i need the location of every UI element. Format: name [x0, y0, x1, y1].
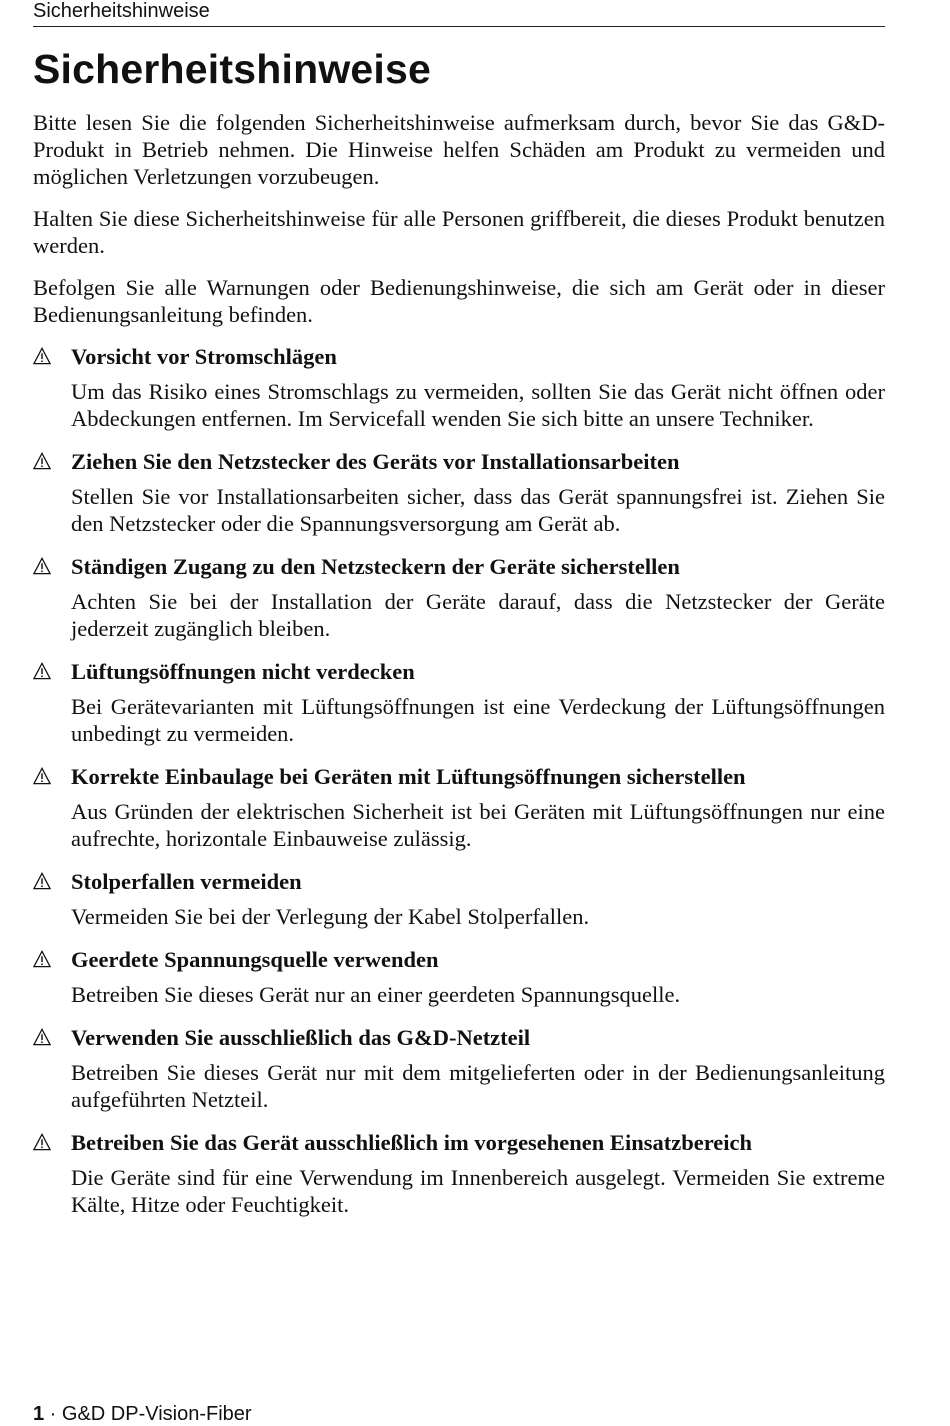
warning-title: Ziehen Sie den Netzstecker des Geräts vor Installationsarbeiten — [71, 449, 680, 474]
warning-title: Korrekte Einbaulage bei Geräten mit Lüftungsöffnungen sicherstellen — [71, 764, 746, 789]
warning-body: Um das Risiko eines Stromschlags zu vermeiden, sollten Sie das Gerät nicht öffnen oder Abdeckungen entfernen. Im Servicefall wenden Sie sich bitte an unsere Techniker. — [71, 379, 885, 431]
warning-item — [33, 448, 885, 537]
warning-item — [33, 946, 885, 1008]
warning-title: Vorsicht vor Stromschlägen — [71, 344, 337, 369]
warning-triangle-icon — [33, 662, 51, 680]
warning-triangle-icon — [33, 452, 51, 470]
running-header: Sicherheitshinweise — [33, 0, 885, 27]
warning-title: Betreiben Sie das Gerät ausschließlich im vorgesehenen Einsatzbereich — [71, 1130, 753, 1155]
warning-body: Vermeiden Sie bei der Verlegung der Kabel Stolperfallen. — [71, 904, 590, 929]
warning-triangle-icon — [33, 767, 51, 785]
intro-paragraph: Halten Sie diese Sicherheitshinweise für alle Personen griffbereit, die dieses Produkt benutzen werden. — [33, 206, 885, 258]
intro-paragraph: Bitte lesen Sie die folgenden Sicherheitshinweise aufmerksam durch, bevor Sie das G&D-Produkt in Betrieb nehmen. Die Hinweise helfen Schäden am Produkt zu vermeiden und möglichen Verletzungen vorzubeugen. — [33, 110, 885, 189]
warning-body: Achten Sie bei der Installation der Geräte darauf, dass die Netzstecker der Geräte jederzeit zugänglich bleiben. — [71, 589, 885, 641]
page-number: 1 — [33, 1403, 45, 1425]
warning-body: Aus Gründen der elektrischen Sicherheit ist bei Geräten mit Lüftungsöffnungen nur eine aufrechte, horizontale Einbauweise zulässig. — [71, 799, 885, 851]
warning-item — [33, 1024, 885, 1113]
warning-item — [33, 658, 885, 747]
page-title: Sicherheitshinweise — [33, 46, 432, 92]
warning-item — [33, 868, 885, 930]
warning-triangle-icon — [33, 950, 51, 968]
warning-body: Bei Gerätevarianten mit Lüftungsöffnungen ist eine Verdeckung der Lüftungsöffnungen unbedingt zu vermeiden. — [71, 694, 885, 746]
product-name: G&D DP-Vision-Fiber — [61, 1403, 252, 1425]
document-page — [33, 0, 885, 1234]
footer-separator: · — [44, 1403, 62, 1425]
warning-item — [33, 1129, 885, 1218]
warnings-list — [33, 343, 885, 1218]
warning-triangle-icon — [33, 557, 51, 575]
warning-title: Lüftungsöffnungen nicht verdecken — [71, 659, 415, 684]
warning-title: Stolperfallen vermeiden — [71, 869, 302, 894]
warning-title: Geerdete Spannungsquelle verwenden — [71, 947, 439, 972]
warning-body: Die Geräte sind für eine Verwendung im Innenbereich ausgelegt. Vermeiden Sie extreme Kälte, Hitze oder Feuchtigkeit. — [71, 1165, 885, 1217]
warning-item — [33, 763, 885, 852]
intro-paragraph: Befolgen Sie alle Warnungen oder Bedienungshinweise, die sich am Gerät oder in dieser Bedienungsanleitung befinden. — [33, 275, 885, 327]
warning-body: Betreiben Sie dieses Gerät nur an einer geerdeten Spannungsquelle. — [71, 982, 681, 1007]
warning-body: Stellen Sie vor Installationsarbeiten sicher, dass das Gerät spannungsfrei ist. Ziehen Sie den Netzstecker oder die Spannungsversorgung am Gerät ab. — [71, 484, 885, 536]
warning-title: Ständigen Zugang zu den Netzsteckern der Geräte sicherstellen — [71, 554, 680, 579]
warning-triangle-icon — [33, 1133, 51, 1151]
warning-triangle-icon — [33, 872, 51, 890]
page-footer — [33, 1402, 252, 1426]
warning-title: Verwenden Sie ausschließlich das G&D-Netzteil — [71, 1025, 531, 1050]
warning-body: Betreiben Sie dieses Gerät nur mit dem mitgelieferten oder in der Bedienungsanleitung aufgeführten Netzteil. — [71, 1060, 885, 1112]
warning-item — [33, 343, 885, 432]
warning-triangle-icon — [33, 347, 51, 365]
warning-triangle-icon — [33, 1028, 51, 1046]
warning-item — [33, 553, 885, 642]
